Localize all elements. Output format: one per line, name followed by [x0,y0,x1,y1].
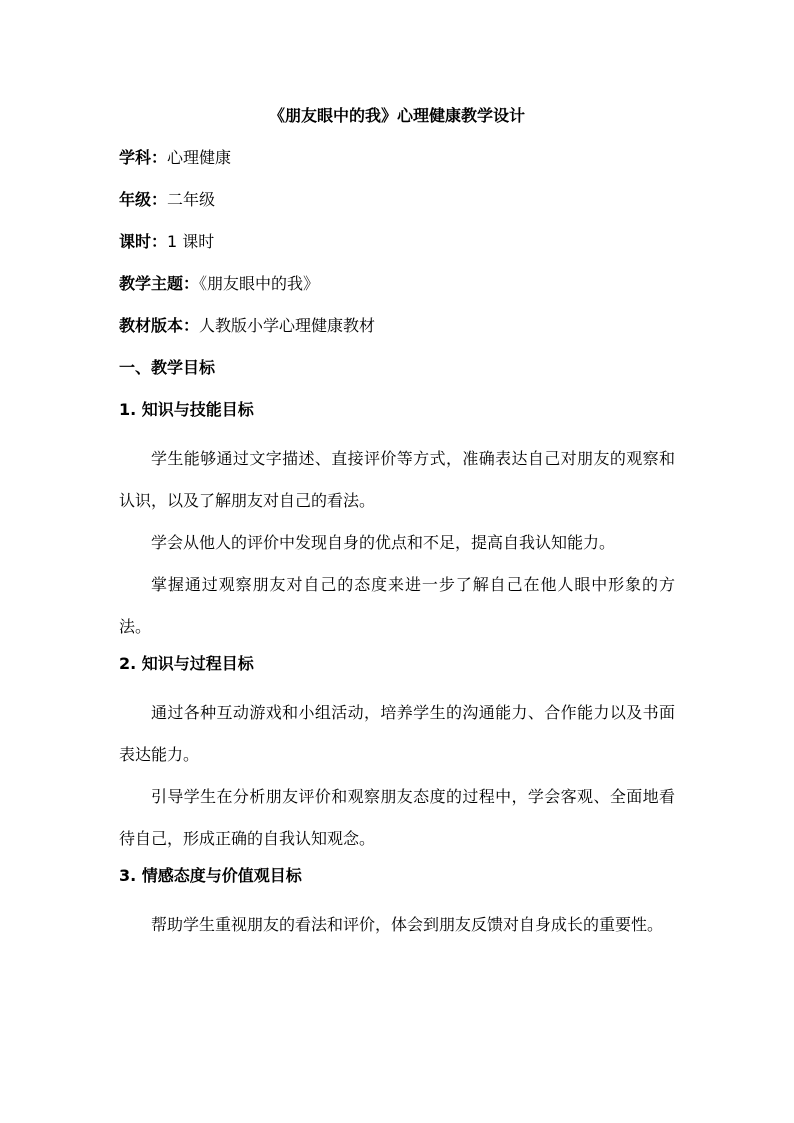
paragraph: 掌握通过观察朋友对自己的态度来进一步了解自己在他人眼中形象的方法。 [119,575,675,636]
meta-hours-value: 1 课时 [167,232,215,251]
meta-grade [119,188,675,212]
meta-subject [119,146,675,170]
paragraph: 引导学生在分析朋友评价和观察朋友态度的过程中，学会客观、全面地看待自己，形成正确的自我认知观念。 [119,787,675,848]
meta-theme-label: 教学主题： [119,274,200,293]
meta-subject-label: 学科： [119,148,168,167]
paragraph: 帮助学生重视朋友的看法和评价，体会到朋友反馈对自身成长的重要性。 [151,915,664,934]
subheading-values: 3. 情感态度与价值观目标 [119,866,302,885]
meta-theme [119,272,675,296]
meta-subject-value: 心理健康 [167,148,232,167]
meta-grade-label: 年级： [119,190,168,209]
knowledge-skills-block [119,438,675,648]
meta-edition [119,314,675,338]
paragraph: 学生能够通过文字描述、直接评价等方式，准确表达自己对朋友的观察和认识，以及了解朋友对自己的看法。 [119,449,675,510]
meta-grade-value: 二年级 [167,190,216,209]
meta-hours [119,230,675,254]
meta-theme-value: 《朋友眼中的我》 [199,274,320,293]
knowledge-process-block [119,692,675,860]
meta-edition-value: 人教版小学心理健康教材 [199,316,376,335]
meta-edition-label: 教材版本： [119,316,200,335]
meta-hours-label: 课时： [119,232,168,251]
paragraph: 学会从他人的评价中发现自身的优点和不足，提高自我认知能力。 [151,533,616,552]
subheading-knowledge-skills: 1. 知识与技能目标 [119,400,254,419]
document-title: 《朋友眼中的我》心理健康教学设计 [268,106,525,125]
subheading-knowledge-process: 2. 知识与过程目标 [119,654,254,673]
section-heading-objectives: 一、教学目标 [119,358,216,377]
paragraph: 通过各种互动游戏和小组活动，培养学生的沟通能力、合作能力以及书面表达能力。 [119,703,675,764]
values-block [119,904,675,946]
